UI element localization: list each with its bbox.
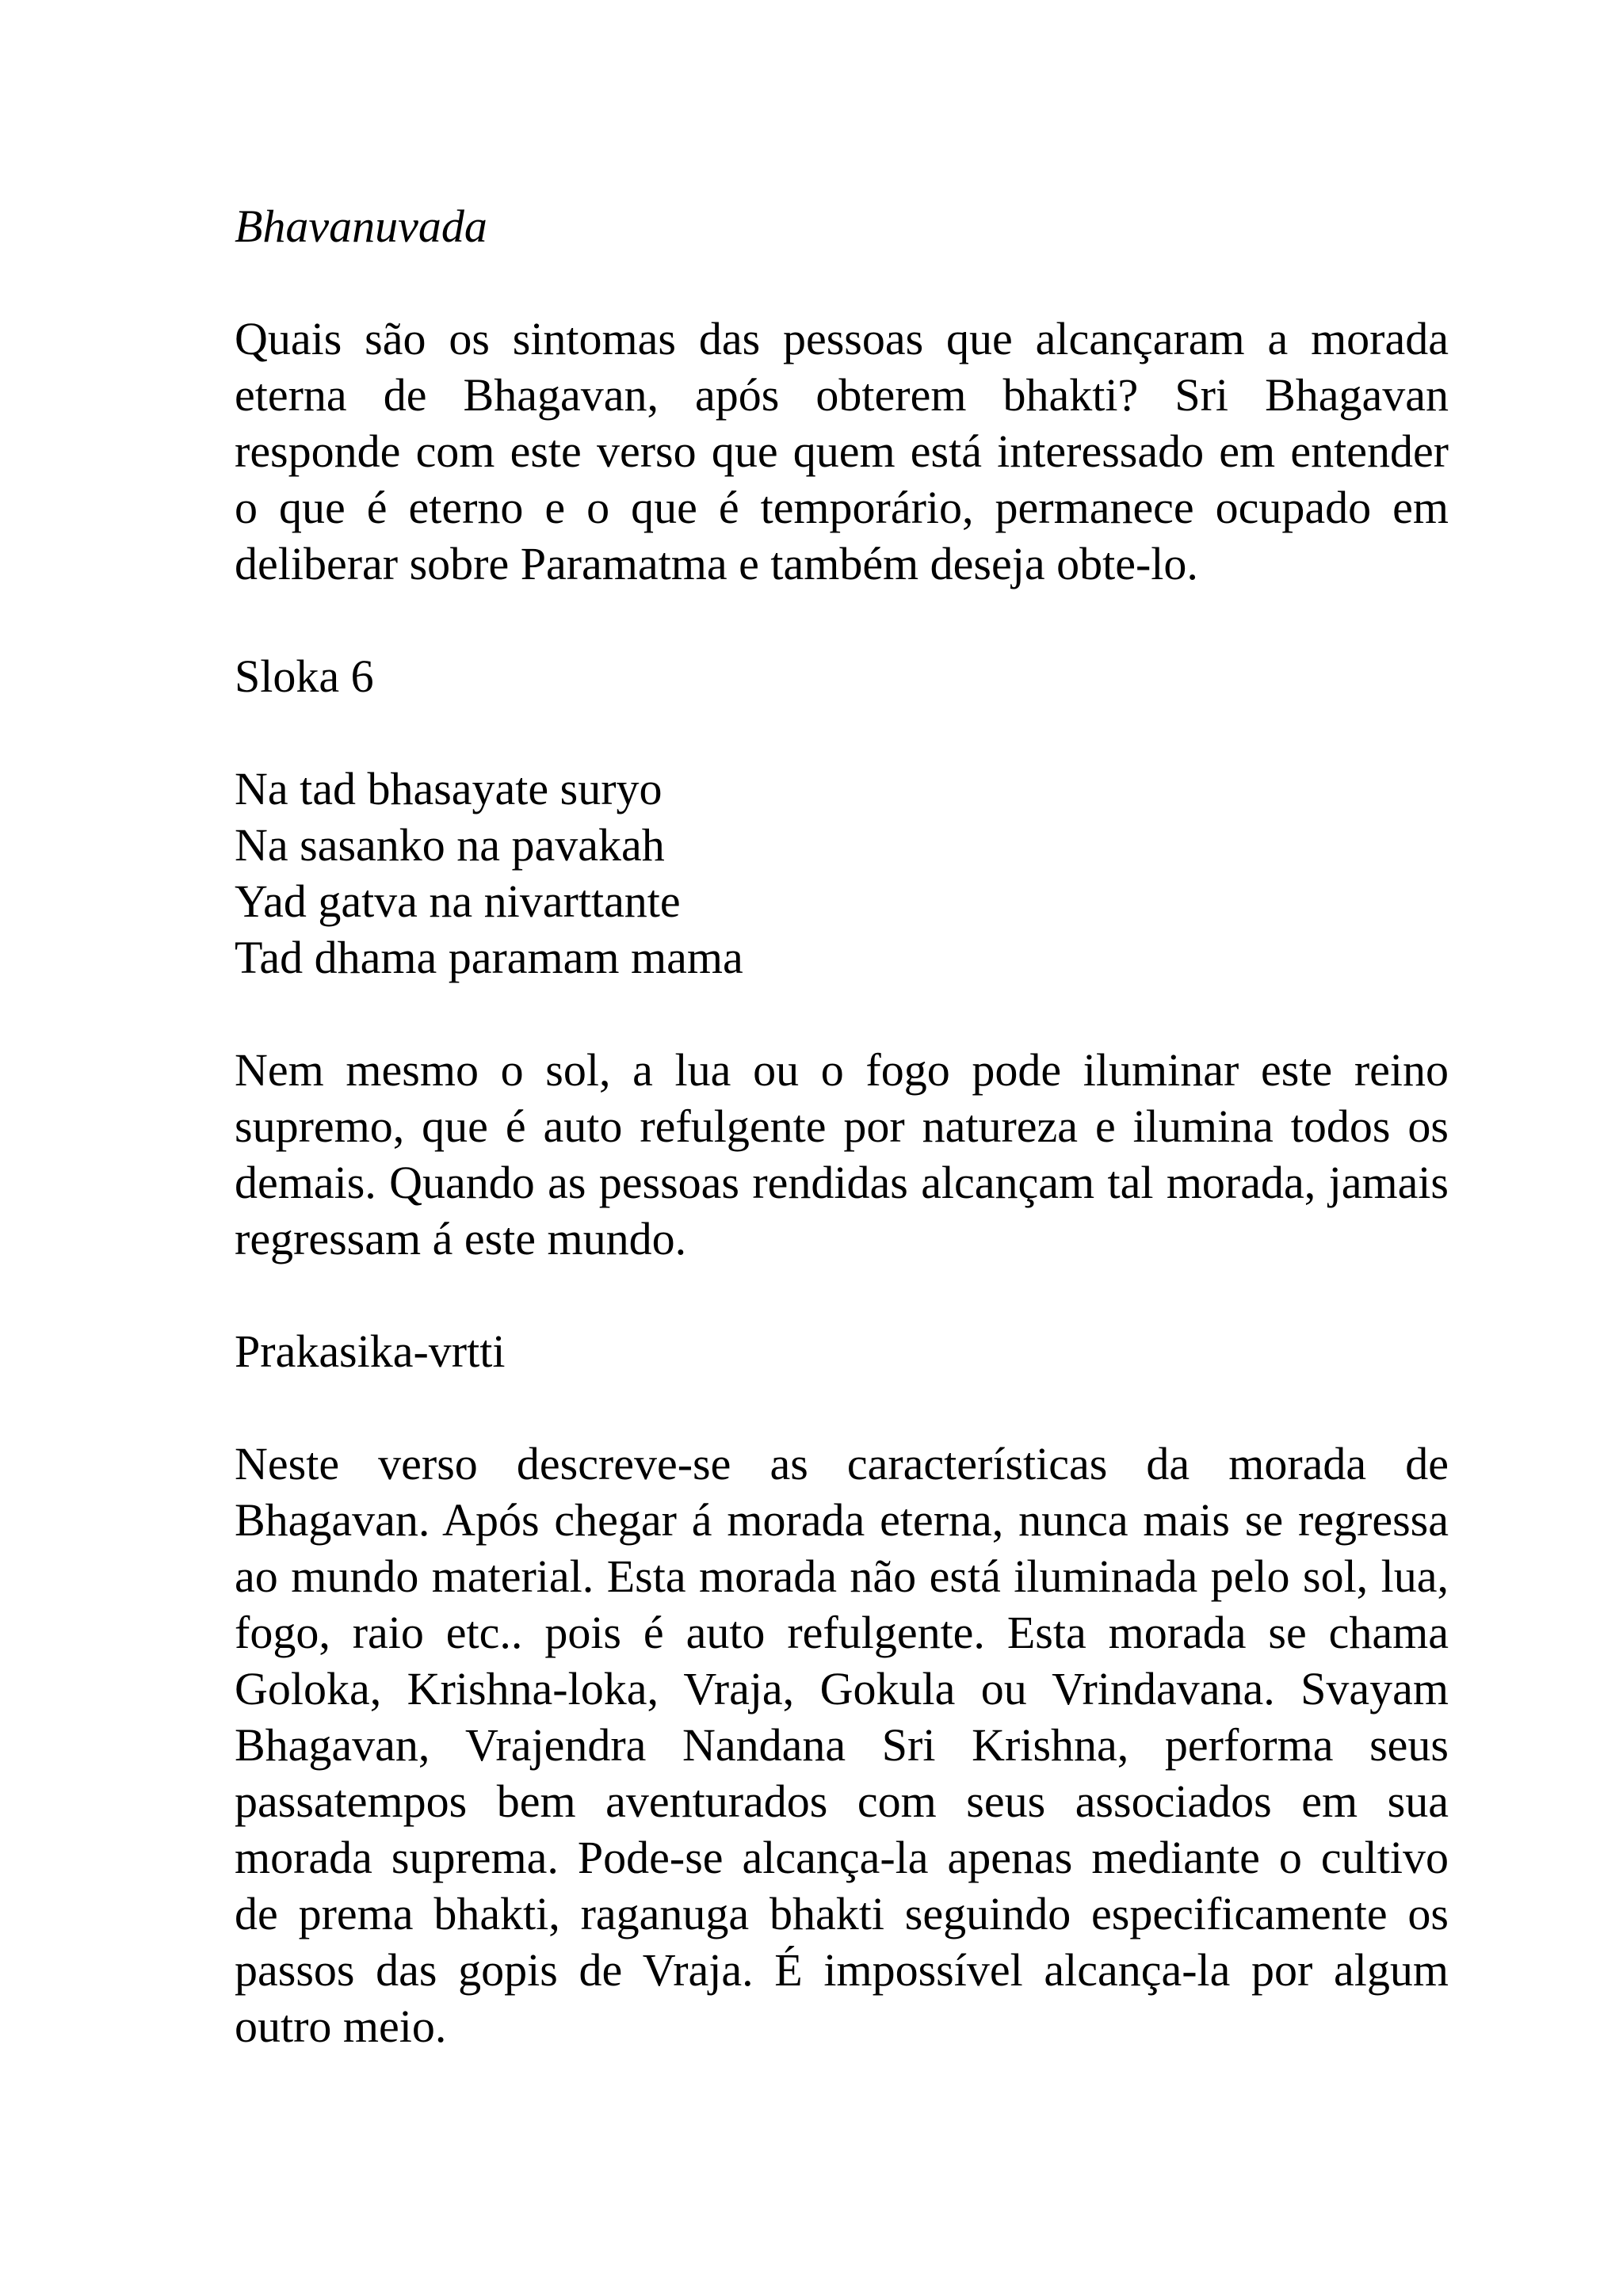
verse-line: Na sasanko na pavakah xyxy=(235,819,665,871)
paragraph-commentary: Neste verso descreve-se as características da morada de Bhagavan. Após chegar á morada eterna, nunca mais se regressa ao mundo material. Esta morada não está iluminada pelo sol, lua, fogo, raio etc.. pois é auto refulgente. Esta morada se chama Goloka, Krishna-loka, Vraja, Gokula ou Vrindavana. Svayam Bhagavan, Vrajendra Nandana Sri Krishna, performa seus passatempos bem aventurados com seus associados em sua morada suprema. Pode-se alcança-la apenas mediante o cultivo de prema bhakti, raganuga bhakti seguindo especificamente os passos das gopis de Vraja. É impossível alcança-la por algum outro meio. xyxy=(235,1438,1449,2052)
paragraph-intro: Quais são os sintomas das pessoas que alcançaram a morada eterna de Bhagavan, após obterem bhakti? Sri Bhagavan responde com este verso que quem está interessado em entender o que é eterno e o que é temporário, permanece ocupado em deliberar sobre Paramatma e também deseja obte-lo. xyxy=(235,313,1449,589)
verse-line: Tad dhama paramam mama xyxy=(235,932,743,983)
verse-line: Na tad bhasayate suryo xyxy=(235,763,663,814)
heading-bhavanuvada: Bhavanuvada xyxy=(235,200,487,252)
heading-prakasika-vrtti: Prakasika-vrtti xyxy=(235,1325,506,1377)
sloka-verse xyxy=(235,761,1449,986)
paragraph-translation: Nem mesmo o sol, a lua ou o fogo pode iluminar este reino supremo, que é auto refulgente por natureza e ilumina todos os demais. Quando as pessoas rendidas alcançam tal morada, jamais regressam á este mundo. xyxy=(235,1044,1449,1264)
document-page xyxy=(235,198,1449,2111)
heading-sloka: Sloka 6 xyxy=(235,650,374,702)
verse-line: Yad gatva na nivarttante xyxy=(235,875,681,927)
